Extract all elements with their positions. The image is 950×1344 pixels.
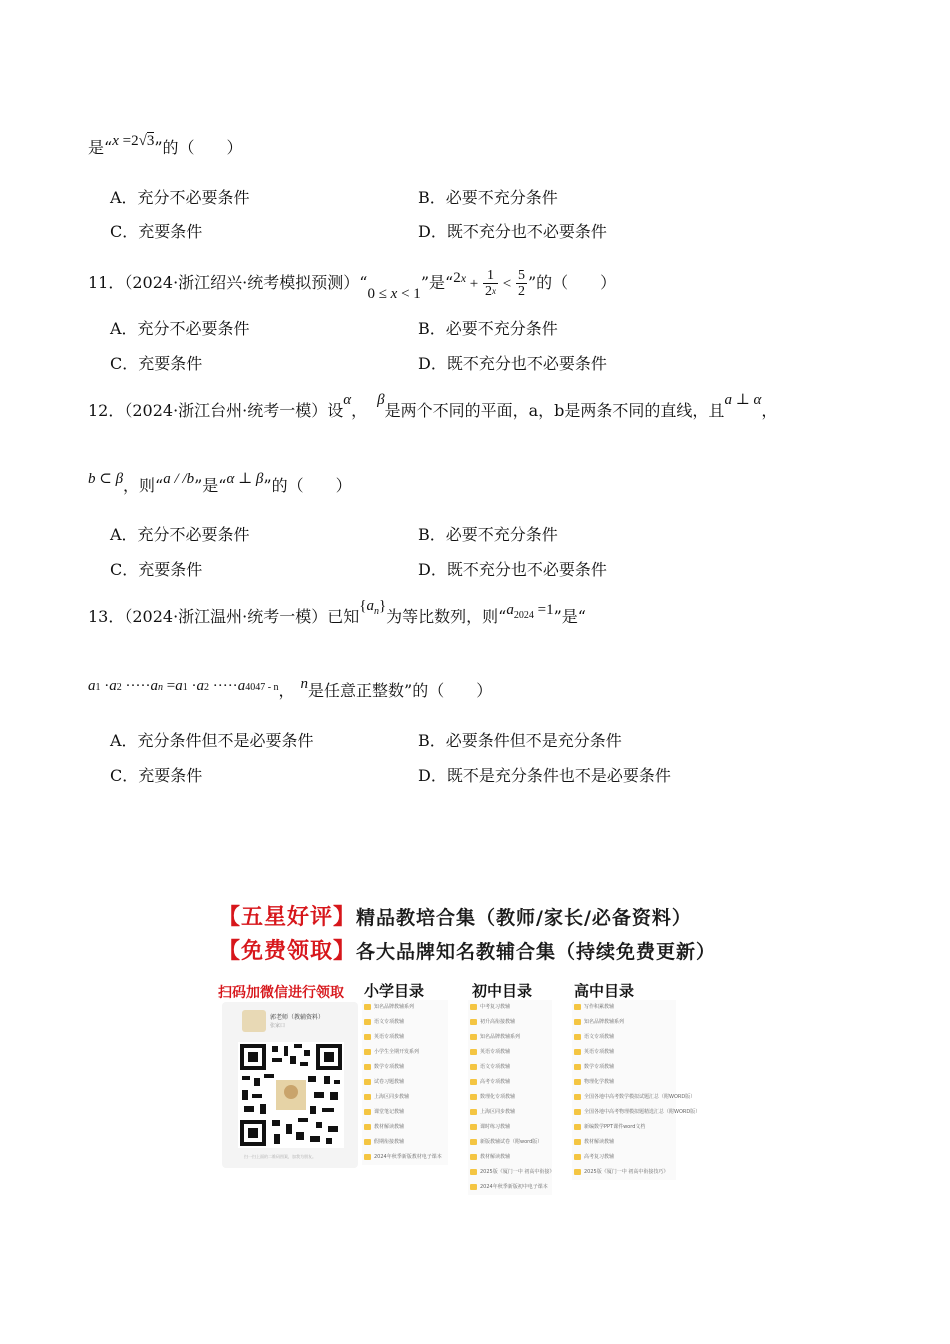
- folder-item[interactable]: 英语专项教辅: [572, 1045, 676, 1060]
- promo-primary-heading: 小学目录: [364, 982, 425, 1000]
- q12-option-c[interactable]: C．充要条件: [110, 560, 203, 579]
- avatar: [242, 1010, 266, 1032]
- folder-item[interactable]: 2024年秋季新版教材电子课本: [362, 1150, 448, 1165]
- q10-option-b[interactable]: B．必要不充分条件: [418, 188, 558, 207]
- folder-item[interactable]: 课时练习教辅: [468, 1120, 552, 1135]
- folder-item[interactable]: 课堂笔记教辅: [362, 1105, 448, 1120]
- folder-item[interactable]: 英语专项教辅: [468, 1045, 552, 1060]
- q12-option-b[interactable]: B．必要不充分条件: [418, 525, 558, 544]
- folder-item[interactable]: 新版教辅试卷（附word版）: [468, 1135, 552, 1150]
- high-list: [572, 1000, 701, 1180]
- q11-option-d[interactable]: D．既不充分也不必要条件: [418, 354, 607, 373]
- folder-item[interactable]: 语文专项教辅: [572, 1030, 676, 1045]
- q11-option-a[interactable]: A．充分不必要条件: [110, 319, 250, 338]
- folder-item[interactable]: 语文专项教辅: [362, 1015, 448, 1030]
- promo-scan-text: 扫码加微信进行领取: [218, 985, 344, 1001]
- folder-item[interactable]: 数学专项教辅: [572, 1060, 676, 1075]
- folder-item[interactable]: 试卷习题教辅: [362, 1075, 448, 1090]
- folder-item[interactable]: 语文专项教辅: [468, 1060, 552, 1075]
- folder-item[interactable]: 知名品牌教辅系列: [572, 1015, 676, 1030]
- folder-item[interactable]: 2025版《厦门一中 初高中衔接》: [468, 1165, 552, 1180]
- q13-option-c[interactable]: C．充要条件: [110, 766, 203, 785]
- folder-item[interactable]: 写作积累教辅: [572, 1000, 676, 1015]
- folder-item[interactable]: 知名品牌教辅系列: [362, 1000, 448, 1015]
- q13-stem-line2: a1 ·a2 ·····an =a1 ·a2 ·····a4047 - n， n是任意正整数”的（ ）: [88, 676, 493, 700]
- folder-item[interactable]: 2025版《厦门一中 初高中衔接技巧》: [572, 1165, 676, 1180]
- promo-high-heading: 高中目录: [574, 982, 635, 1000]
- folder-item[interactable]: 数学专项教辅: [362, 1060, 448, 1075]
- q13-stem-line1: 13．（2024·浙江温州·统考一模）已知$\{a^n\}$为等比数列，则“$a^{2024} =1$”是“: [88, 598, 586, 626]
- folder-item[interactable]: 上海区同步教辅: [362, 1090, 448, 1105]
- q13-option-a[interactable]: A．充分条件但不是必要条件: [110, 731, 314, 750]
- folder-item[interactable]: 小学生全期开发系列: [362, 1045, 448, 1060]
- card-name: 郭老师（教辅资料）: [270, 1014, 325, 1021]
- promo-line-1: 【五星好评】精品教培合集（教师/家长/必备资料）: [218, 905, 692, 930]
- folder-item[interactable]: 英语专项教辅: [362, 1030, 448, 1045]
- q12-option-a[interactable]: A．充分不必要条件: [110, 525, 250, 544]
- folder-item[interactable]: 中考复习教辅: [468, 1000, 552, 1015]
- folder-item[interactable]: 假期衔接教辅: [362, 1135, 448, 1150]
- folder-item[interactable]: 全国各地中高考物理模拟题精选汇总（附WORD版）: [572, 1105, 676, 1120]
- folder-item[interactable]: 上海区同步教辅: [468, 1105, 552, 1120]
- folder-item[interactable]: 新编数学PPT课件word文档: [572, 1120, 676, 1135]
- q10-stem: 是“x =2√3”的（ ）: [88, 133, 243, 157]
- q11-stem: 11．（2024·浙江绍兴·统考模拟预测）“0 ≤ x < 1”是“$2^x$ + $\frac{1}{2^x}$ < $\frac{5}{2}$ ”的（ ）: [88, 268, 617, 302]
- folder-item[interactable]: 高考专项教辅: [468, 1075, 552, 1090]
- q12-option-d[interactable]: D．既不充分也不必要条件: [418, 560, 607, 579]
- middle-list: [468, 1000, 555, 1195]
- folder-item[interactable]: 高考复习教辅: [572, 1150, 676, 1165]
- promo-middle-heading: 初中目录: [472, 982, 533, 1000]
- q10-option-a[interactable]: A．充分不必要条件: [110, 188, 250, 207]
- folder-item[interactable]: 全国各地中高考数学模拟试题汇总（附WORD版）: [572, 1090, 676, 1105]
- promo-banner[interactable]: [218, 898, 717, 1190]
- card-foot: 扫一扫上面的二维码图案，加我为朋友。: [244, 1154, 316, 1159]
- q10-option-c[interactable]: C．充要条件: [110, 222, 203, 241]
- q12-stem-line2: b ⊂ β，则“a / /b”是“α ⊥ β”的（ ）: [88, 471, 352, 495]
- q12-stem-line1: 12．（2024·浙江台州·统考一模）设α，β是两个不同的平面，a，b是两条不同的直线，且a ⊥ α，: [88, 392, 778, 420]
- folder-item[interactable]: 初升高衔接教辅: [468, 1015, 552, 1030]
- folder-item[interactable]: 教材解读教辅: [468, 1150, 552, 1165]
- folder-item[interactable]: 教材解读教辅: [572, 1135, 676, 1150]
- folder-item[interactable]: 物理化学教辅: [572, 1075, 676, 1090]
- q11-option-b[interactable]: B．必要不充分条件: [418, 319, 558, 338]
- q10-option-d[interactable]: D．既不充分也不必要条件: [418, 222, 607, 241]
- promo-line-2: 【免费领取】各大品牌知名教辅合集（持续免费更新）: [218, 939, 717, 964]
- folder-item[interactable]: 数理化专项教辅: [468, 1090, 552, 1105]
- wechat-card: [222, 1002, 358, 1168]
- folder-item[interactable]: 教材解读教辅: [362, 1120, 448, 1135]
- q13-option-b[interactable]: B．必要条件但不是充分条件: [418, 731, 622, 750]
- primary-list: [362, 1000, 448, 1165]
- folder-item[interactable]: 2024年秋季新版初中电子课本: [468, 1180, 552, 1195]
- q11-option-c[interactable]: C．充要条件: [110, 354, 203, 373]
- card-sub: 张家口: [270, 1023, 286, 1029]
- folder-item[interactable]: 知名品牌教辅系列: [468, 1030, 552, 1045]
- qr-code-icon: [238, 1042, 344, 1148]
- q13-option-d[interactable]: D．既不是充分条件也不是必要条件: [418, 766, 671, 785]
